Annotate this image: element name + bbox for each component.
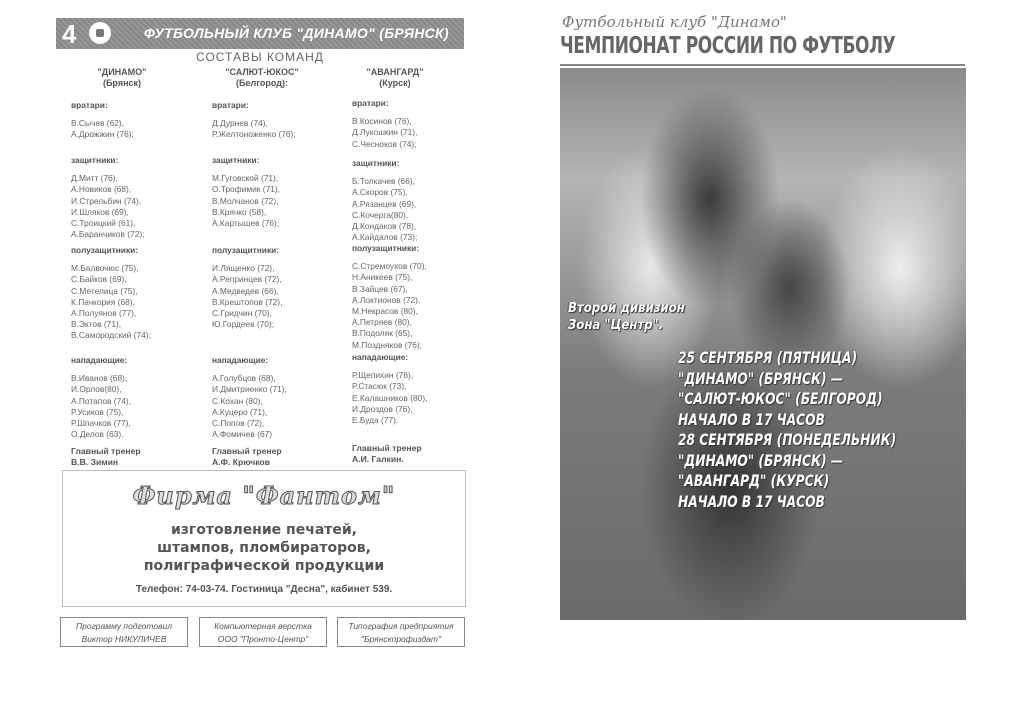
ad-logo: Фирма "Фантом" [132,481,396,510]
player-entry: И.Лященко (72), [212,263,275,274]
coach-label: Главный тренер [352,443,422,453]
credit-value: ООО "Пронто-Центр" [217,634,309,644]
player-entry: Р.Шпачков (77), [71,418,131,429]
player-entry: М.Поздняков (76); [352,339,423,350]
player-entry: М.Балвочюс (75), [71,263,139,274]
player-entry: В.Зайцев (67), [352,283,408,294]
player-entry: Ю.Гордеев (70); [212,319,275,330]
coach-label: Главный тренер [71,446,141,456]
position-label: нападающие: [212,355,269,365]
player-entry: В.Крячко (58), [212,206,267,217]
player-entry: С.Гридчин (70), [212,308,272,319]
position-label: полузащитники: [352,243,420,253]
player-entry: Н.Аникеев (75), [352,272,413,283]
player-entry: С.Кохан (80), [212,395,263,406]
player-entry: В.Сычев (62), [71,118,124,129]
team-city: (Курск) [379,78,411,88]
player-entry: А.Репринцев (72), [212,274,282,285]
player-entry: И.Шляков (69), [71,206,129,217]
position-group [71,355,131,440]
player-entry: А.Скоров (75), [352,187,408,198]
player-entry: И.Дмитриенко (71), [212,384,287,395]
position-group [212,245,282,330]
credit-label: Типография предприятия [348,621,454,631]
player-entry: А.Потапов (74), [71,395,131,406]
ad-line: изготовление печатей, [170,522,358,538]
player-entry: В.Иванов (68), [71,373,128,384]
player-entry: В.Косинов (76), [352,116,412,127]
player-entry: С.Чесноков (74); [352,138,417,149]
lineups-title: СОСТАВЫ КОМАНД [196,50,324,64]
coach-name: В.В. Зимин [71,457,119,468]
player-entry: А.Рязанцев (69), [352,198,417,209]
position-label: вратари: [352,98,389,108]
player-entry: О.Делов (63). [71,429,124,440]
player-entry: С.Байков (69), [71,274,127,285]
player-entry: А.Баранчиков (72); [71,229,145,240]
ad-text [63,521,465,575]
schedule-line: НАЧАЛО В 17 ЧАСОВ [678,491,825,511]
head-coach [71,446,141,468]
player-entry: А.Голубцов (68), [212,373,276,384]
position-group [352,98,417,150]
division-line: Второй дивизион [568,301,685,316]
player-entry: В.Подоляк (65), [352,328,413,339]
player-entry: И.Стрельбин (74), [71,195,142,206]
schedule-line: 25 СЕНТЯБРЯ (ПЯТНИЦА) [678,348,858,367]
player-entry: И.Дроздов (76), [352,403,413,414]
player-entry: А.Петряев (80), [352,317,412,328]
player-entry: А.Куцеро (71), [212,406,268,417]
page-header-bar [56,18,464,49]
player-entry: Е.Буда (77). [352,415,399,426]
head-coach [212,446,282,468]
team-name: "ДИНАМО" [97,67,147,77]
division-text [568,300,685,334]
player-entry: А.Полуянов (77), [71,308,137,319]
schedule-text [678,348,896,512]
position-label: полузащитники: [212,245,280,255]
position-group [71,245,151,342]
player-entry: С.Стремоухов (70), [352,261,427,272]
credit-box-editor [60,617,188,647]
page-number: 4 [62,19,77,49]
position-group [352,352,427,426]
team-city: (Брянск) [102,78,142,88]
match-photo [560,68,966,620]
player-entry: Д.Дурнев (74), [212,118,268,129]
position-label: полузащитники: [71,245,139,255]
team-header [57,67,187,89]
credit-label: Компьютерная верстка [214,621,312,631]
credit-value: Виктор НИКУЛИЧЕВ [81,634,167,644]
position-group [352,158,417,243]
position-label: защитники: [71,155,119,165]
credit-box-printer [337,617,465,647]
schedule-line: "ДИНАМО" (БРЯНСК) — [678,450,844,470]
position-label: нападающие: [71,355,128,365]
coach-name: А.И. Галкин. [352,454,404,465]
player-entry: Д.Митт (76), [71,173,118,184]
player-entry: Р.Щепихин (76), [352,370,414,381]
position-label: вратари: [71,100,108,110]
ad-line: полиграфической продукции [143,558,385,574]
position-label: защитники: [352,158,400,168]
player-entry: В.Эктов (71), [71,319,122,330]
player-entry: А.Новиков (68), [71,184,132,195]
team-header [330,67,460,89]
position-group [71,155,144,240]
schedule-line: 28 СЕНТЯБРЯ (ПОНЕДЕЛЬНИК) [678,430,897,449]
position-group [71,100,134,141]
coach-name: А.Ф. Крючков [212,457,270,468]
player-entry: Д.Лукошкин (71), [352,127,418,138]
player-entry: А.Дрожжин (76); [71,129,134,140]
player-entry: Р.Желтоноженко (76); [212,129,296,140]
player-entry: О.Трофимик (71), [212,184,281,195]
credit-box-layout [199,617,327,647]
player-entry: А.Медведев (66), [212,285,279,296]
head-coach [352,443,422,465]
division-line: Зона "Центр". [568,318,664,333]
position-group [212,155,280,229]
player-entry: С.Метелица (75), [71,285,138,296]
team-header [197,67,327,89]
position-group [212,355,287,440]
football-icon [89,22,111,44]
player-entry: Е.Калашников (80), [352,392,428,403]
position-label: нападающие: [352,352,409,362]
schedule-line: "АВАНГАРД" (КУРСК) [678,471,830,490]
divider [560,64,965,66]
schedule-line: НАЧАЛО В 17 ЧАСОВ [678,409,825,429]
player-entry: А.Локтионов (72), [352,294,421,305]
player-entry: С.Попов (72), [212,418,265,429]
position-group [212,100,296,141]
championship-title: ЧЕМПИОНАТ РОССИИ ПО ФУТБОЛУ [560,33,896,59]
team-city: (Белгород): [236,78,288,88]
player-entry: С.Кочерга(80), [352,209,409,220]
schedule-line: "ДИНАМО" (БРЯНСК) — [678,368,844,388]
ad-line: штампов, пломбираторов, [157,540,371,556]
position-group [352,243,427,351]
club-name: Футбольный клуб "Динамо" [562,13,787,31]
header-title: ФУТБОЛЬНЫЙ КЛУБ "ДИНАМО" (БРЯНСК) [144,25,449,41]
player-entry: В.Крештопов (72), [212,296,283,307]
player-entry: Р.Усиков (75), [71,406,124,417]
player-entry: Р.Стасюк (73), [352,381,407,392]
player-entry: В.Самородский (74); [71,330,151,341]
team-name: "САЛЮТ-ЮКОС" [225,67,299,77]
player-entry: И.Орлов(80), [71,384,122,395]
player-entry: А.Картышев (76); [212,218,280,229]
team-name: "АВАНГАРД" [366,67,424,77]
coach-label: Главный тренер [212,446,282,456]
ad-phone: Телефон: 74-03-74. Гостиница "Десна", кабинет 539. [135,584,393,595]
player-entry: С.Троицкий (61), [71,218,136,229]
player-entry: В.Молчанов (72), [212,195,279,206]
player-entry: М.Некрасов (80), [352,306,418,317]
credit-label: Программу подготовил [75,621,173,631]
player-entry: Б.Толкачев (66), [352,176,415,187]
player-entry: К.Пачкория (68), [71,296,135,307]
player-entry: М.Гуговской (71), [212,173,279,184]
player-entry: Д.Кондаков (78), [352,221,417,232]
credit-value: "Брянскпрофиздат" [360,634,441,644]
player-entry: А.Фомичев (67) [212,429,273,440]
position-label: вратари: [212,100,249,110]
player-entry: А.Кайдалов (73); [352,232,418,243]
advertisement [62,470,466,607]
position-label: защитники: [212,155,260,165]
schedule-line: "САЛЮТ-ЮКОС" (БЕЛГОРОД) [678,389,883,408]
